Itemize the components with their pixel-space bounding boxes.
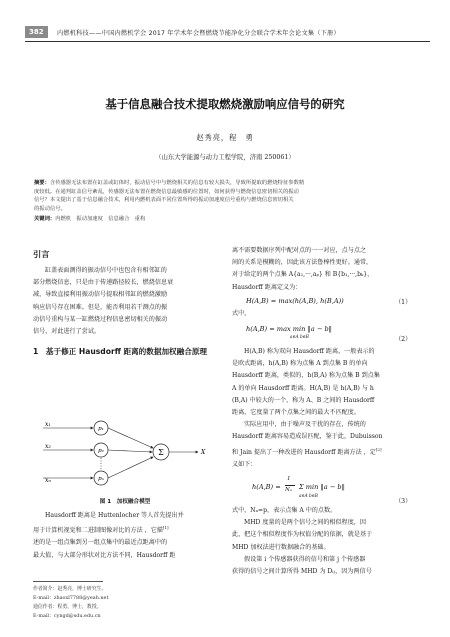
- keywords-text: 内燃机 振动加速度 信息融合 重构: [55, 216, 146, 222]
- body-line: 离不需要数据序列中配对点的一一对应，点与点之: [232, 247, 367, 254]
- body-line: 实际应用中，由于噪声及干扰的存在，传统的: [244, 421, 366, 429]
- body-line: 对于给定的两个点集 A{a₁,···,aₚ} 和 B{b₁,···,bₖ}，: [232, 271, 374, 279]
- body-line: H(A,B) 称为双向 Hausdorff 距离，一般表示的: [244, 348, 375, 355]
- citation: [1]: [162, 525, 169, 531]
- eq-where: [232, 308, 422, 320]
- right-body-b: [232, 346, 422, 471]
- body-line: 述的是一组点集到另一组点集中的最近点距离中的: [33, 539, 168, 547]
- input-label-x1: x₁: [45, 421, 51, 428]
- body-line: 义如下：: [232, 460, 257, 468]
- keywords: [34, 214, 418, 222]
- body-line: Hausdorff 距离，类似的，h(B,A) 称为点集 B 到点集: [232, 372, 380, 380]
- equation-2: h(A,B) = max min ‖a − b‖: [246, 325, 332, 333]
- equation-3-denominator: Nₐ: [285, 487, 292, 493]
- keywords-label: 关键词：: [34, 216, 56, 222]
- weight-label-p1: p₁: [98, 426, 104, 432]
- body-line: 距离，它度量了两个点集之间的最大不匹配度。: [232, 409, 360, 417]
- hausdorff-intro: [33, 510, 218, 562]
- equation-number: （2）: [395, 336, 412, 343]
- weight-label-pn: pₙ: [98, 476, 104, 482]
- abstract-line: 信号？本文提出了基于信息融合技术，利用内燃机表面不同位置所得的振动加速度信号重构与燃烧信息密切相关: [34, 197, 294, 204]
- input-label-xn: xₙ: [45, 477, 51, 484]
- body-line: 是欧式距离，h(A,B) 称为点集 A 到点集 B 的单向: [232, 360, 368, 368]
- footnote-line: E-mail：zhaoxl7788@yeah.net: [33, 595, 109, 601]
- equation-2-subscript: a∈A b∈B: [290, 334, 309, 339]
- body-line: Hausdorff 距离容易造成误匹配，鉴于此，Dubuisson: [232, 433, 383, 441]
- intro-line: 部分燃烧信息，只是由于传递路径较长，燃烧信息衰: [33, 279, 174, 287]
- intro-line: 响应信号存在困难。但是，能否利用若干测点的振: [33, 303, 168, 311]
- abstract: [34, 179, 418, 213]
- weighted-fusion-diagram: [33, 412, 218, 490]
- weight-label-p2: p₂: [98, 448, 104, 454]
- body-line-text: 用于计算机视觉和二进制图像对比的方法 ，它描: [33, 527, 163, 535]
- right-body-c: [232, 505, 422, 578]
- section1-heading: 1 基于修正 Hausdorff 距离的数据加权融合原理: [33, 347, 208, 356]
- footnote-line: E-mail：cyngd@sdu.edu.cn: [33, 613, 101, 619]
- page-number: 382: [25, 26, 48, 38]
- fraction-bar: [285, 485, 295, 486]
- sum-symbol: Σ: [158, 448, 164, 457]
- body-line: 假设第 i 个传感器获得的信号和第 j 个传感器: [244, 555, 366, 563]
- body-line: 获得的信号之间计算所得 MHD 为 Dᵢⱼ，因为两信号: [232, 568, 372, 576]
- body-line: MHD 加权法进行数据融合的基础。: [232, 543, 330, 551]
- equation-3-numerator: 1: [287, 476, 291, 482]
- intro-line: 减，导致直接利用振动信号提取相邻缸的燃烧激励: [33, 291, 168, 299]
- footnote-divider: [33, 581, 103, 582]
- equation-number: （1）: [395, 299, 412, 306]
- body-line: Hausdorff 距离是 Huttenlocher 等人首先提出并: [45, 512, 184, 519]
- intro-line: 缸盖表面测得的振动信号中也包含有相邻缸的: [45, 267, 167, 274]
- weighted-arrow: [108, 457, 153, 478]
- equation-3-rhs: Σ min ‖a − b‖: [299, 483, 345, 491]
- abstract-label: 摘要：: [34, 180, 50, 186]
- intro-line: 动信号重构与某一缸燃烧过程信息密切相关的振动: [33, 315, 168, 323]
- body-line: MHD 度量的是两个信号之间的相似程度，因: [244, 519, 366, 527]
- intro-heading: 引言: [33, 249, 50, 259]
- footnote-line: 作者简介：赵秀亮，博士研究生。: [33, 586, 107, 592]
- intro-line: 信号，对此进行了尝试。: [33, 328, 101, 336]
- body-line: [232, 444, 422, 459]
- body-line: A 的单向 Hausdorff 距离。H(A,B) 是 h(A,B) 与 h: [232, 384, 374, 392]
- paper-affiliation: （山东大学能源与动力工程学院，济南 250061）: [155, 154, 295, 161]
- weighted-arrow: [108, 450, 152, 452]
- right-body-a: [232, 245, 422, 294]
- citation: [2]: [375, 446, 382, 452]
- output-label: X: [201, 449, 206, 456]
- abstract-line: 含传感器无法布置在缸盖或缸体时，振动信号中与燃烧相关的信息有较大损失，导致所提取的燃烧特征参数精: [49, 180, 305, 186]
- footnote-line: 通信作者：程勇，博士，教授。: [33, 604, 102, 610]
- body-line: Hausdorff 距离定义为：: [232, 283, 302, 291]
- body-line: 此，把这个相似程度作为权值分配的依据，就是基于: [232, 531, 373, 539]
- body-line: 式中，: [232, 310, 251, 317]
- abstract-line: 的振动信号。: [34, 205, 66, 212]
- abstract-line: 度较低。在通判缸盖信号紊乱，传感器无法布置在燃烧信息最敏感的位置时，如何获得与燃烧信息密切相关的振动: [34, 188, 299, 195]
- body-line-text: 和 Jain 提出了一种改进的 Hausdorff 距离方法 ，定: [232, 448, 376, 456]
- running-title: 内燃机科技——中国内燃机学会 2017 年学术年会暨燃烧节能净化分会联合学术年会论文集（下册）: [57, 30, 340, 37]
- body-line: [33, 522, 218, 537]
- paper-title: 基于信息融合技术提取燃烧激励响应信号的研究: [105, 97, 345, 111]
- equation-3-subscript: a∈A b∈B: [299, 493, 318, 498]
- intro-body: [33, 265, 218, 338]
- equation-1: H(A,B) = max(h(A,B), h(B,A)): [246, 297, 344, 305]
- body-line: 式中，Nₐ=p，表示点集 A 中的点数。: [232, 507, 337, 514]
- footnote: [33, 585, 218, 621]
- equation-number: （3）: [395, 498, 412, 505]
- body-line: (B,A) 中较大的一个，称为 A、B 之间的 Hausdorff: [232, 396, 375, 404]
- equation-3-lhs: h(A,B) =: [252, 483, 281, 491]
- paper-authors: 赵秀亮，程 勇: [196, 133, 254, 142]
- body-line: 间的关系是模糊的，因此该方法鲁棒性更好。通常，: [232, 259, 373, 267]
- weighted-arrow: [108, 428, 153, 448]
- figure-caption: 图 1 加权融合模型: [99, 499, 151, 505]
- running-header: [25, 26, 430, 42]
- body-line: 最大值，与大部分形状对比方法不同，Hausdorff 距: [33, 551, 176, 559]
- input-label-x2: x₂: [45, 443, 51, 450]
